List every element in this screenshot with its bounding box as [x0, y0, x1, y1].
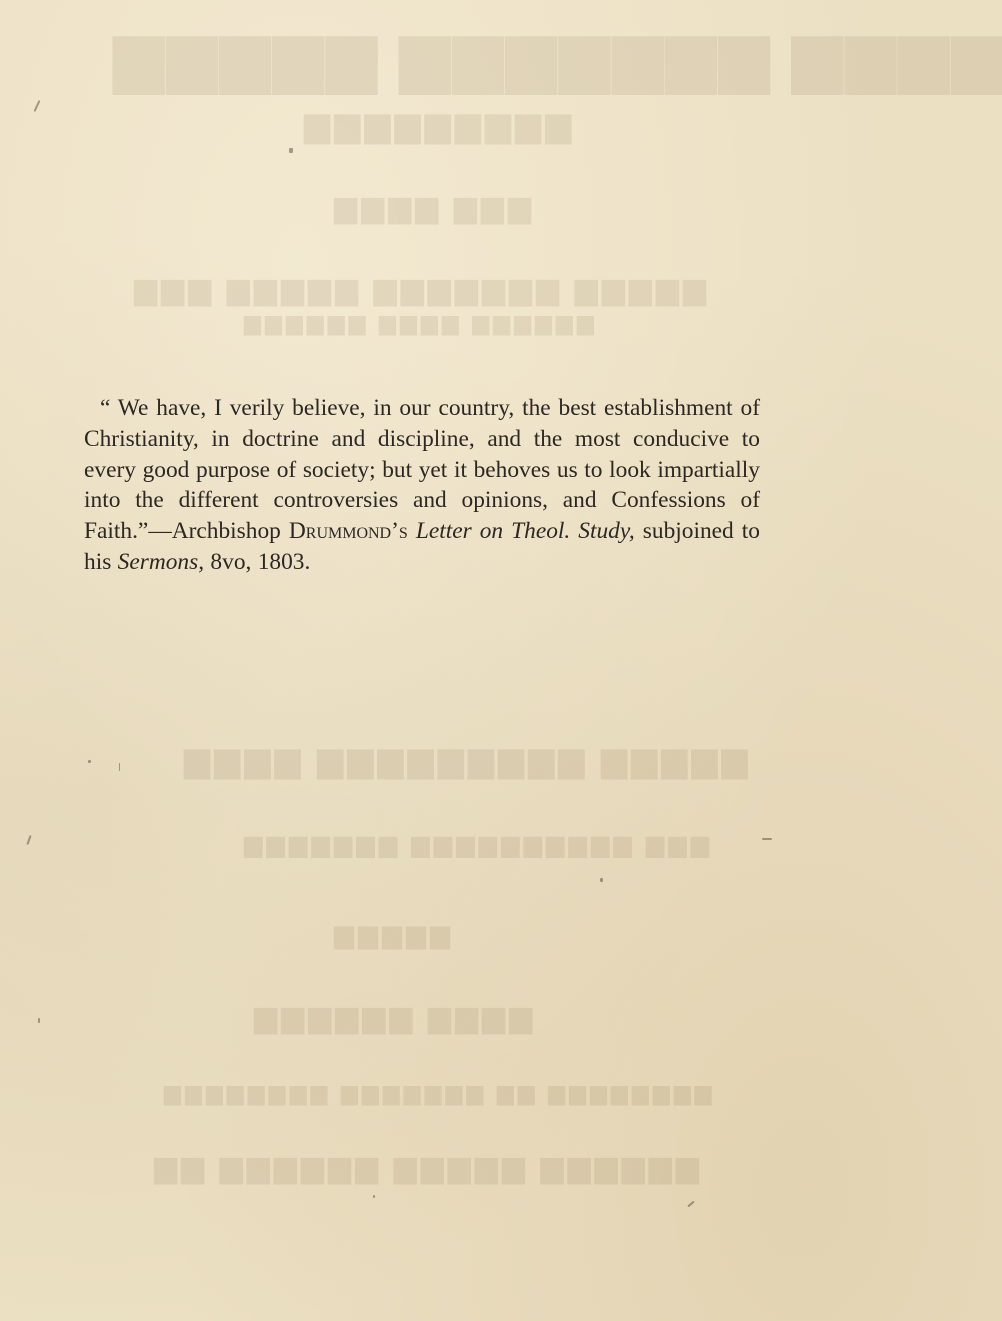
bleed-through-mark: ▆▆▆▆▆ ▆▆▆▆▆▆▆▆▆ ▆▆▆▆ — [180, 742, 748, 779]
attribution-tail: 8vo, 1803. — [204, 548, 311, 575]
attribution-work-title: Letter on Theol. Study, — [415, 518, 635, 545]
bleed-through-mark: ▆▆▆▆ ▆▆▆▆▆▆▆ ▆▆▆▆▆ — [110, 21, 1002, 92]
attribution-prefix: Archbishop — [171, 518, 289, 545]
paper-speck — [88, 760, 91, 763]
bleed-through-mark: ▆▆▆▆ ▆▆▆▆▆▆ — [250, 1001, 533, 1034]
paper-speck — [34, 100, 41, 112]
paper-speck — [119, 763, 120, 771]
bleed-through-mark: ▆▆▆▆▆▆ ▆▆▆▆▆ ▆▆▆▆▆▆ ▆▆ — [150, 1151, 699, 1184]
bleed-through-mark: ▆▆▆▆▆▆ ▆▆▆▆ ▆▆▆▆▆▆ — [240, 310, 594, 335]
bleed-through-mark: ▆▆▆ ▆▆▆▆▆▆▆▆▆▆ ▆▆▆▆▆▆▆ — [240, 832, 710, 858]
epigraph-quote: “ We have, I verily believe, in our country, the best establishment of Christianity, in doctrine and discipline, and the most conducive to every good purpose of society; but yet it behoves us to look impartially into the different controversies and opinions, and Confessions of Faith.” — [84, 395, 760, 545]
paper-speck — [687, 1201, 694, 1208]
attribution-separator — [408, 518, 416, 544]
paper-speck — [289, 148, 293, 153]
bleed-through-mark: ▆▆▆▆▆ — [330, 920, 450, 949]
bleed-through-mark: ▆▆▆ ▆▆▆▆ — [330, 191, 531, 224]
paper-speck — [600, 878, 603, 882]
epigraph-dash: — — [148, 518, 172, 545]
attribution-work-title-2: Sermons, — [117, 548, 205, 575]
attribution-author: Drummond’s — [288, 518, 408, 545]
bleed-through-mark: ▆▆▆▆▆ ▆▆▆▆▆▆▆ ▆▆▆▆▆ ▆▆▆ — [130, 273, 706, 306]
paper-speck — [26, 835, 31, 845]
bleed-through-mark: ▆▆▆▆▆▆▆▆ ▆▆ ▆▆▆▆▆▆▆ ▆▆▆▆▆▆▆▆ — [160, 1080, 712, 1105]
paper-speck — [373, 1195, 375, 1198]
paper-speck — [38, 1018, 40, 1023]
attribution-middle: subjoined to his — [84, 518, 760, 575]
paper-speck — [762, 838, 772, 840]
epigraph — [84, 393, 760, 578]
bleed-through-mark: ▆▆▆▆▆▆▆▆▆ — [300, 107, 572, 144]
